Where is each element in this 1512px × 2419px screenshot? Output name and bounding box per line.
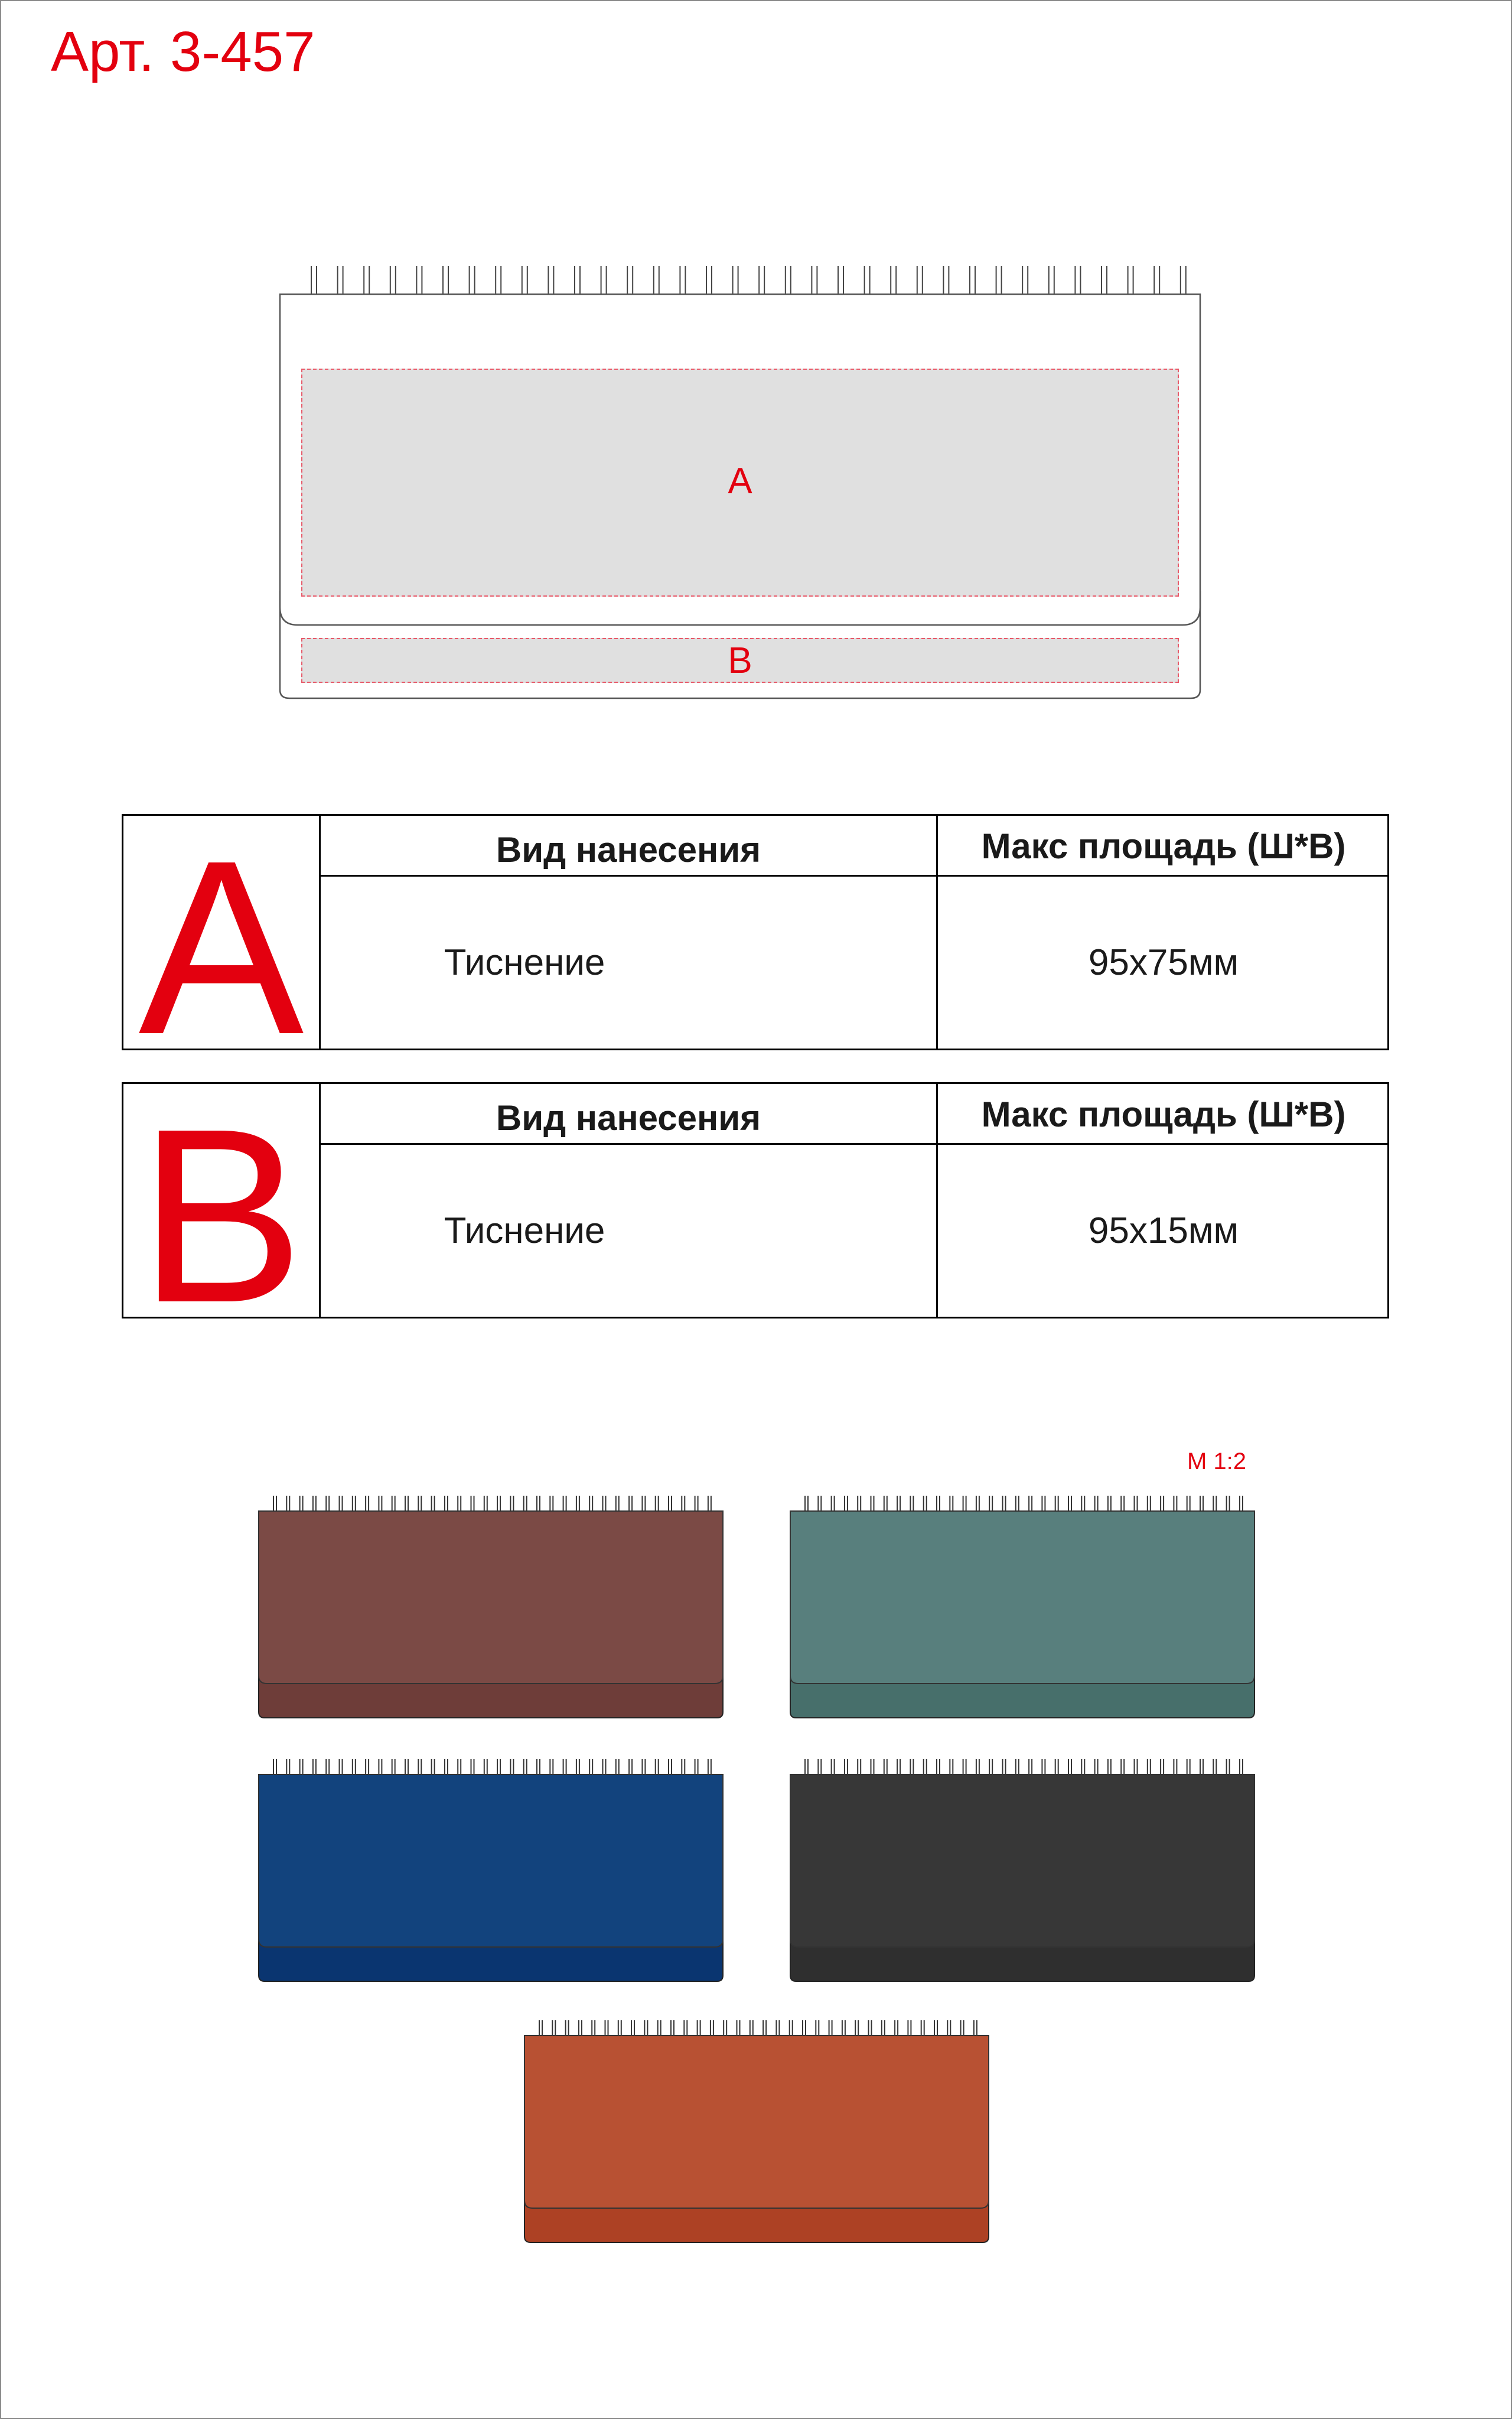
row-divider (321, 1143, 1387, 1145)
scale-label: М 1:2 (1187, 1448, 1247, 1474)
color-variant-black (789, 1759, 1256, 1984)
color-variant-teal (789, 1496, 1256, 1720)
header-area: Макс площадь (Ш*В) (981, 826, 1346, 866)
area-value: 95х75мм (1088, 942, 1239, 983)
header-method: Вид нанесения (496, 830, 761, 870)
zone-a-label: A (728, 461, 752, 502)
planner-illustration (523, 2020, 990, 2245)
planner-cover (524, 2036, 989, 2208)
planner-cover (790, 1511, 1254, 1684)
color-variant-brown (258, 1496, 724, 1720)
planner-illustration (789, 1496, 1256, 1720)
planner-cover (259, 1511, 723, 1684)
color-variant-orange (523, 2020, 990, 2245)
row-divider (321, 875, 1387, 877)
color-variant-blue (258, 1759, 724, 1984)
header-method: Вид нанесения (496, 1098, 761, 1138)
area-value: 95х15мм (1088, 1210, 1239, 1251)
spec-table-a (122, 809, 1389, 1086)
letter-cell-a (123, 809, 321, 1086)
article-title: Арт. 3-457 (51, 20, 315, 83)
imprint-zone-a (301, 369, 1179, 597)
header-area: Макс площадь (Ш*В) (981, 1095, 1346, 1134)
letter-cell-b (123, 1077, 321, 1355)
zone-letter-a: A (138, 809, 304, 1086)
planner-drawing (278, 260, 1203, 700)
zone-letter-b: B (138, 1077, 304, 1355)
planner-illustration (258, 1759, 724, 1984)
spec-table-b (122, 1077, 1389, 1355)
planner-illustration (258, 1496, 724, 1720)
planner-cover (790, 1775, 1254, 1947)
method-value: Тиснение (444, 1210, 605, 1251)
planner-illustration (789, 1759, 1256, 1984)
imprint-zone-b (301, 638, 1179, 683)
planner-cover (259, 1775, 723, 1947)
zone-b-label: B (728, 640, 752, 681)
method-value: Тиснение (444, 942, 605, 983)
